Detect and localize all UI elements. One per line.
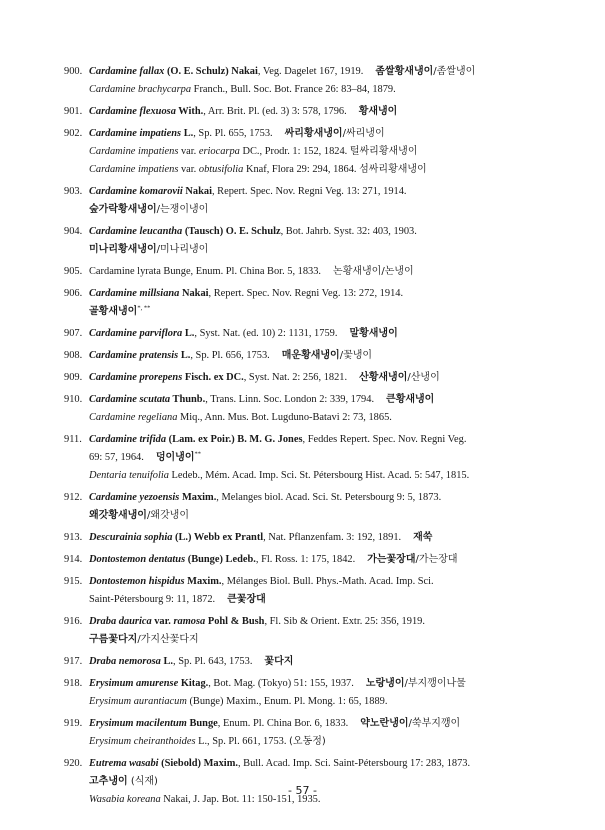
citation-text: Franch., Bull. Soc. Bot. France 26: 83–84, 1879. [191, 84, 396, 95]
footnote-mark: ** [194, 450, 201, 458]
entry-main-line [64, 125, 584, 143]
citation-text: Pohl & Bush [205, 616, 265, 627]
korean-name: /가지산꽃다지 [137, 634, 199, 645]
species-entry [64, 573, 584, 609]
scientific-name: Eutrema wasabi [89, 758, 159, 769]
korean-name: 섬싸리황새냉이 [359, 164, 427, 175]
korean-name: 산황새냉이 [359, 372, 408, 383]
korean-name: /부지깽이나물 [404, 678, 466, 689]
citation-text: Cardamine lyrata Bunge, Enum. Pl. China Bor. 5, 1833. [89, 266, 322, 277]
scientific-name: eriocarpa [198, 146, 240, 157]
korean-name: 황새냉이 [358, 106, 398, 117]
scientific-name: Dontostemon hispidus [89, 576, 185, 587]
entry-number: 920. [64, 758, 83, 769]
scientific-name: Cardamine impatiens [89, 128, 182, 139]
species-entry [64, 347, 584, 365]
entry-main-line [64, 613, 584, 631]
korean-name: 매운황새냉이 [281, 350, 340, 361]
species-entry [64, 489, 584, 525]
citation-text: , Mélanges Biol. Bull. Phys.-Math. Acad. Imp. Sci. [221, 576, 434, 587]
entry-number: 918. [64, 678, 83, 689]
entry-main-line [64, 675, 584, 693]
korean-name: 말황새냉이 [349, 328, 398, 339]
citation-text: Kitag. [178, 678, 209, 689]
species-entry [64, 103, 584, 121]
korean-name: 큰황새냉이 [386, 394, 435, 405]
citation-text: , Fl. Ross. 1: 175, 1842. [255, 554, 356, 565]
entry-sub-line [64, 631, 584, 649]
entry-number: 919. [64, 718, 83, 729]
scientific-name: Erysimum cheiranthoides [89, 736, 196, 747]
entry-main-line [64, 551, 584, 569]
citation-text: var. [178, 146, 199, 157]
entry-main-line [64, 755, 584, 773]
citation-text: , Veg. Dagelet 167, 1919. [257, 66, 364, 77]
citation-text: Fisch. ex DC. [182, 372, 244, 383]
korean-name: 숲가락황새냉이 [89, 204, 157, 215]
korean-name: 싸리황새냉이 [284, 128, 343, 139]
entry-number: 902. [64, 128, 83, 139]
entry-main-line [64, 183, 584, 201]
species-entry [64, 653, 584, 671]
citation-text: , Melanges biol. Acad. Sci. St. Petersbourg 9: 5, 1873. [216, 492, 442, 503]
citation-text: , Syst. Nat. 2: 256, 1821. [243, 372, 348, 383]
species-entry [64, 263, 584, 281]
entry-number: 906. [64, 288, 83, 299]
scientific-name: Cardamine yezoensis [89, 492, 180, 503]
species-entry [64, 223, 584, 259]
scientific-name: Cardamine komarovii [89, 186, 183, 197]
scientific-name: Cardamine pratensis [89, 350, 179, 361]
scientific-name: Cardamine prorepens [89, 372, 183, 383]
scientific-name: Cardamine brachycarpa [89, 84, 192, 95]
scientific-name: Draba daurica [89, 616, 152, 627]
species-entry [64, 125, 584, 179]
korean-name: /미나리냉이 [156, 244, 209, 255]
species-entry [64, 715, 584, 751]
entry-main-line [64, 63, 584, 81]
entry-sub-line [64, 143, 584, 161]
entry-sub-line [64, 241, 584, 259]
citation-text: , Trans. Linn. Soc. London 2: 339, 1794. [205, 394, 375, 405]
species-entry [64, 529, 584, 547]
scientific-name: Cardamine millsiana [89, 288, 180, 299]
citation-text: Miq., Ann. Mus. Bot. Lugduno-Batavi 2: 73, 1865. [177, 412, 392, 423]
species-entry [64, 369, 584, 387]
korean-name: 논황새냉이/논냉이 [333, 266, 414, 277]
species-entry [64, 613, 584, 649]
citation-text: , Repert. Spec. Nov. Regni Veg. 13: 272, 1914. [208, 288, 404, 299]
entry-number: 903. [64, 186, 83, 197]
citation-text: , Sp. Pl. 655, 1753. [193, 128, 273, 139]
citation-text: DC., Prodr. 1: 152, 1824. [239, 146, 350, 157]
korean-name: /가는장대 [415, 554, 458, 565]
entry-main-line [64, 263, 584, 281]
citation-text: (Bunge) Maxim., Enum. Pl. Mong. 1: 65, 1889. [186, 696, 388, 707]
scientific-name: Dontostemon dentatus [89, 554, 186, 565]
citation-text: (Siebold) Maxim. [158, 758, 238, 769]
citation-text: (L.) Webb ex Prantl [172, 532, 264, 543]
scientific-name: Cardamine flexuosa [89, 106, 176, 117]
species-entry [64, 431, 584, 485]
citation-text: L. [182, 328, 195, 339]
scientific-name: Cardamine impatiens [89, 146, 179, 157]
page-number: - 57 - [288, 784, 317, 797]
citation-text: (Tausch) O. E. Schulz [182, 226, 281, 237]
korean-name: (오동정) [289, 736, 326, 747]
citation-text: Saint-Pétersbourg 9: 11, 1872. [89, 594, 216, 605]
entry-main-line [64, 529, 584, 547]
entry-main-line [64, 103, 584, 121]
citation-text: var. [151, 616, 174, 627]
korean-name: /쑥부지깽이 [408, 718, 461, 729]
citation-text: , Enum. Pl. China Bor. 6, 1833. [217, 718, 349, 729]
entry-main-line [64, 715, 584, 733]
entry-number: 914. [64, 554, 83, 565]
species-entry [64, 675, 584, 711]
korean-name: 가는꽃장대 [367, 554, 416, 565]
scientific-name: obtusifolia [198, 164, 244, 175]
scientific-name: Draba nemorosa [89, 656, 161, 667]
scientific-name: Cardamine impatiens [89, 164, 179, 175]
citation-text: L., Sp. Pl. 661, 1753. [195, 736, 290, 747]
korean-name: /산냉이 [407, 372, 440, 383]
korean-name: 꽃다지 [264, 656, 294, 667]
citation-text: Maxim. [179, 492, 217, 503]
korean-name: (식재) [127, 776, 158, 787]
entry-number: 913. [64, 532, 83, 543]
scientific-name: Cardamine leucantha [89, 226, 183, 237]
korean-name: /좀쌀냉이 [433, 66, 476, 77]
citation-text: var. [178, 164, 199, 175]
korean-name: 미나리황새냉이 [89, 244, 157, 255]
korean-name: /싸리냉이 [342, 128, 385, 139]
citation-text: , Sp. Pl. 656, 1753. [190, 350, 270, 361]
entry-sub-line [64, 161, 584, 179]
scientific-name: Cardamine fallax [89, 66, 165, 77]
korean-name: 재쑥 [413, 532, 433, 543]
citation-text: , Arr. Brit. Pl. (ed. 3) 3: 578, 1796. [203, 106, 347, 117]
entry-number: 901. [64, 106, 83, 117]
scientific-name: Cardamine regeliana [89, 412, 178, 423]
species-entry [64, 183, 584, 219]
scientific-name: Wasabia koreana [89, 794, 161, 805]
citation-text: L. [181, 128, 194, 139]
scientific-name: Cardamine scutata [89, 394, 171, 405]
footnote-mark: *, ** [137, 304, 151, 312]
citation-text: Thunb. [170, 394, 206, 405]
citation-text: , Syst. Nat. (ed. 10) 2: 1131, 1759. [194, 328, 338, 339]
species-entry [64, 551, 584, 569]
korean-name: 구름꽃다지 [89, 634, 138, 645]
entry-main-line [64, 573, 584, 591]
korean-name: 왜갓황새냉이 [89, 510, 147, 521]
scientific-name: Cardamine trifida [89, 434, 167, 445]
citation-text: , Feddes Repert. Spec. Nov. Regni Veg. [302, 434, 467, 445]
scientific-name: Erysimum macilentum [89, 718, 187, 729]
entry-number: 917. [64, 656, 83, 667]
species-entry [64, 325, 584, 343]
citation-text: , Sp. Pl. 643, 1753. [173, 656, 253, 667]
korean-name: 노랑냉이 [365, 678, 405, 689]
entry-sub-line [64, 693, 584, 711]
entry-main-line [64, 325, 584, 343]
entry-number: 910. [64, 394, 83, 405]
entry-main-line [64, 369, 584, 387]
korean-name: /꽃냉이 [339, 350, 373, 361]
korean-name: 털싸리황새냉이 [349, 146, 418, 157]
entry-main-line [64, 347, 584, 365]
korean-name: 고추냉이 [89, 776, 128, 787]
entry-number: 907. [64, 328, 83, 339]
korean-name: 약노란냉이 [360, 718, 409, 729]
entry-number: 905. [64, 266, 83, 277]
citation-text: Nakai [182, 186, 212, 197]
citation-text: L. [160, 656, 174, 667]
korean-name: 큰꽃장대 [227, 594, 266, 605]
citation-text: 69: 57, 1964. [89, 452, 144, 463]
entry-sub-line [64, 591, 584, 609]
citation-text: Nakai [179, 288, 209, 299]
citation-text: (Lam. ex Poir.) B. M. G. Jones [166, 434, 303, 445]
entry-sub-line [64, 201, 584, 219]
citation-text: , Bull. Acad. Imp. Sci. Saint-Pétersbourg 17: 283, 1873. [237, 758, 471, 769]
citation-text: (O. E. Schulz) Nakai [164, 66, 258, 77]
entry-sub-line [64, 81, 584, 99]
korean-name: 덩이냉이 [155, 452, 195, 463]
scientific-name: Cardamine parviflora [89, 328, 183, 339]
entry-number: 912. [64, 492, 83, 503]
citation-text: , Fl. Sib & Orient. Extr. 25: 356, 1919. [264, 616, 425, 627]
korean-name: 골황새냉이 [89, 306, 138, 317]
species-entry [64, 391, 584, 427]
entry-number: 911. [64, 434, 82, 445]
species-entry [64, 63, 584, 99]
entry-main-line [64, 285, 584, 303]
korean-name: /는쟁이냉이 [156, 204, 209, 215]
entry-main-line [64, 653, 584, 671]
citation-text: L. [178, 350, 191, 361]
citation-text: Maxim. [184, 576, 222, 587]
entry-number: 900. [64, 66, 83, 77]
scientific-name: ramosa [173, 616, 206, 627]
entry-main-line [64, 489, 584, 507]
citation-text: , Repert. Spec. Nov. Regni Veg. 13: 271, 1914. [211, 186, 407, 197]
entry-sub-line [64, 507, 584, 525]
entry-sub-line [64, 449, 584, 467]
citation-text: Knaf, Flora 29: 294, 1864. [243, 164, 360, 175]
citation-text: Bunge [186, 718, 218, 729]
species-entry [64, 285, 584, 321]
entry-main-line [64, 391, 584, 409]
citation-text: Nakai, J. Jap. Bot. 11: 150-151, 1935. [160, 794, 321, 805]
entry-number: 916. [64, 616, 83, 627]
citation-text: , Nat. Pflanzenfam. 3: 192, 1891. [263, 532, 402, 543]
korean-name: /왜갓냉이 [146, 510, 189, 521]
scientific-name: Erysimum aurantiacum [89, 696, 187, 707]
scientific-name: Descurainia sophia [89, 532, 173, 543]
entry-number: 909. [64, 372, 83, 383]
entry-main-line [64, 223, 584, 241]
citation-text: , Bot. Jahrb. Syst. 32: 403, 1903. [280, 226, 417, 237]
entry-sub-line [64, 733, 584, 751]
entry-main-line [64, 431, 584, 449]
entry-sub-line [64, 409, 584, 427]
scientific-name: Dentaria tenuifolia [89, 470, 169, 481]
entry-number: 915. [64, 576, 83, 587]
citation-text: Ledeb., Mém. Acad. Imp. Sci. St. Pétersbourg Hist. Acad. 5: 547, 1815. [168, 470, 470, 481]
citation-text: , Bot. Mag. (Tokyo) 51: 155, 1937. [208, 678, 354, 689]
citation-text: With. [175, 106, 204, 117]
scientific-name: Erysimum amurense [89, 678, 179, 689]
entry-sub-line [64, 467, 584, 485]
citation-text: (Bunge) Ledeb. [185, 554, 256, 565]
entry-sub-line [64, 303, 584, 321]
entry-number: 908. [64, 350, 83, 361]
korean-name: 좀쌀황새냉이 [375, 66, 434, 77]
entry-number: 904. [64, 226, 83, 237]
species-entry [64, 755, 584, 809]
